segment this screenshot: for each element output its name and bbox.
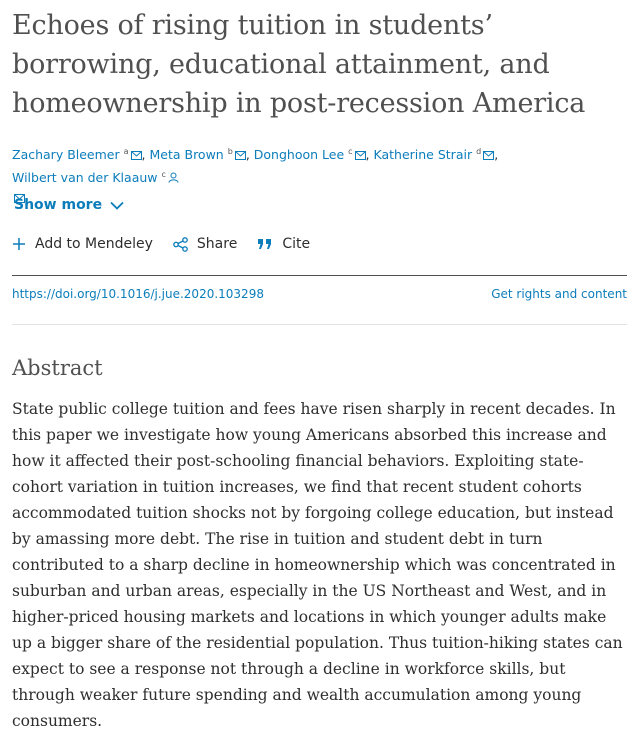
show-more-button[interactable] [14,197,124,213]
abstract-text: State public college tuition and fees have risen sharply in recent decades. In this paper we investigate how young Americans absorbed this increase and how it affected their post-schooling financial behaviors. Exploiting state-cohort variation in tuition increases, we find that recent student cohorts accommodated tuition shocks not by forgoing college education, but instead by amassing more debt. The rise in tuition and student debt in turn contributed to a sharp decline in homeownership which was concentrated in suburban and urban areas, especially in the US Northeast and West, and in higher-priced housing markets and locations in which younger adults make up a bigger share of the residential population. Thus tuition-hiking states can expect to see a response not through a decline in workforce skills, but through weaker future spending and wealth accumulation among young consumers. [12,400,623,730]
rights-link[interactable]: Get rights and content [491,287,627,301]
cite-button[interactable] [257,236,310,252]
envelope-icon[interactable] [483,151,494,160]
author-affiliation[interactable]: c [348,147,353,156]
share-label: Share [196,236,238,252]
author-affiliation[interactable]: b [227,147,233,156]
author-link[interactable] [12,147,142,162]
envelope-icon[interactable] [235,151,246,160]
plus-icon [12,237,26,251]
author-link[interactable] [254,147,366,162]
envelope-icon[interactable] [131,151,142,160]
author-link[interactable] [374,147,495,162]
cite-label: Cite [282,236,311,252]
author-affiliation[interactable]: a [123,147,129,156]
add-to-mendeley-label: Add to Mendeley [35,236,153,252]
abstract-heading: Abstract [12,356,103,380]
author-name[interactable]: Donghoon Lee [253,147,345,162]
article-actions [12,236,330,252]
author-name[interactable]: Katherine Strair [373,147,473,162]
author-list: Zachary Bleemer $^a$ , Meta Brown $^b$ , Donghoon Lee $^c$ , Katherine Strair $^d$ , Wilbert van der Klaauw $^c$ [12,142,626,208]
author-name[interactable]: Meta Brown [149,147,224,162]
chevron-down-icon [110,201,124,210]
author-link[interactable] [12,170,179,185]
envelope-icon[interactable] [355,151,366,160]
divider [12,324,627,325]
article-title: Echoes of rising tuition in students’ borrowing, educational attainment, and homeownership in post-recession America [12,10,586,119]
share-icon [173,237,188,252]
person-icon[interactable] [168,172,179,183]
author-affiliation[interactable]: d [476,147,482,156]
author-link[interactable] [149,147,245,162]
add-to-mendeley-button[interactable] [12,236,153,252]
show-more-label: Show more [14,197,103,213]
author-affiliation[interactable]: c [161,170,166,179]
author-name[interactable]: Wilbert van der Klaauw [12,170,158,185]
doi-link[interactable]: https://doi.org/10.1016/j.jue.2020.103298 [12,287,264,301]
divider [12,275,627,276]
quote-icon [257,238,273,251]
share-button[interactable] [173,236,237,252]
author-name[interactable]: Zachary Bleemer [12,147,120,162]
